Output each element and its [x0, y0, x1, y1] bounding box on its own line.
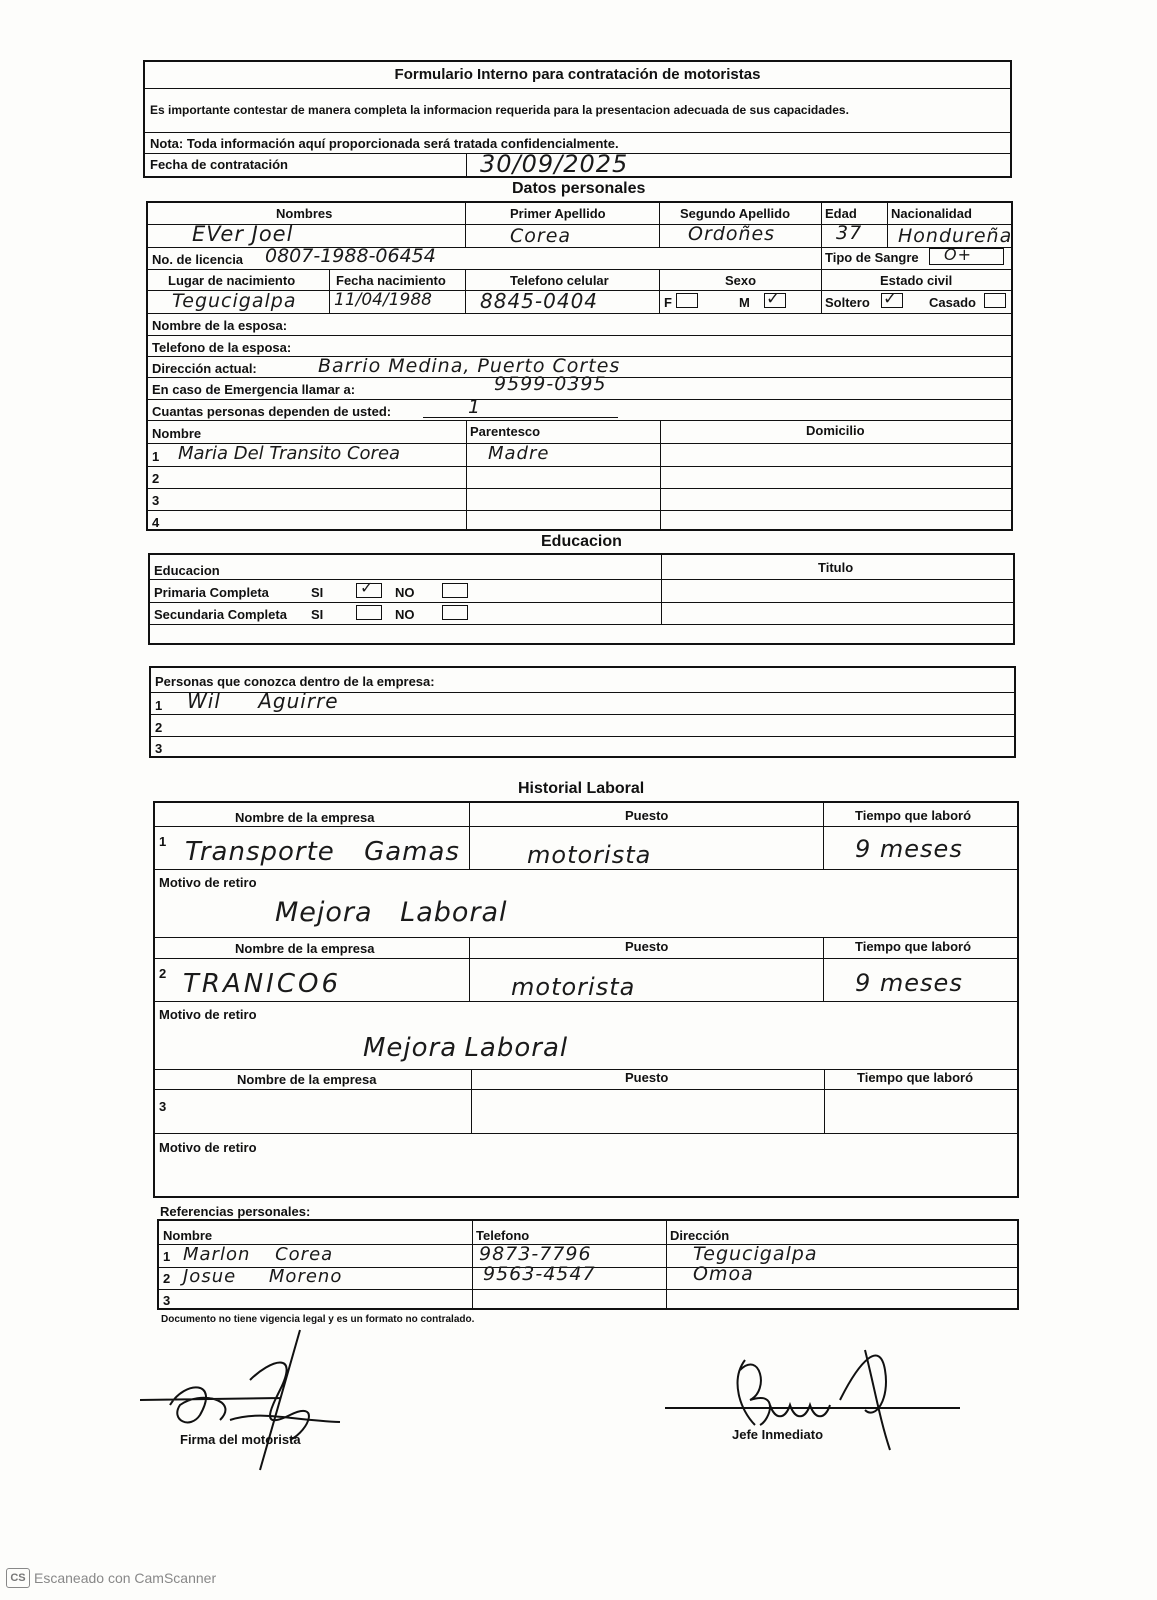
blood-type-label: Tipo de Sangre [825, 250, 919, 265]
work-history-box [153, 801, 1019, 1198]
reason-label: Motivo de retiro [159, 1007, 257, 1022]
birthplace-label: Lugar de nacimiento [168, 273, 296, 288]
header-box [143, 60, 1012, 178]
job-num: 3 [159, 1099, 167, 1114]
education-label: Educacion [154, 563, 220, 578]
dep-row-num: 1 [152, 449, 160, 464]
sex-m-mark: ✓ [766, 289, 782, 309]
cellphone-value[interactable]: 8845-0404 [480, 289, 599, 313]
acquaintance-name[interactable]: Wil Aguirre [187, 689, 339, 713]
sex-f-label: F [664, 295, 672, 310]
job-reason[interactable]: Mejora Laboral [363, 1033, 569, 1063]
birthdate-label: Fecha nacimiento [336, 273, 446, 288]
reason-label: Motivo de retiro [159, 1140, 257, 1155]
secondary-no-label: NO [395, 607, 415, 622]
references-label: Referencias personales: [160, 1204, 311, 1219]
job-num: 2 [159, 966, 167, 981]
time-label: Tiempo que laboró [855, 808, 972, 823]
secondary-label: Secundaria Completa [154, 607, 287, 622]
names-value[interactable]: EVer Joel [192, 222, 294, 246]
sex-f-checkbox[interactable] [676, 293, 698, 308]
supervisor-signature-label: Jefe Inmediato [732, 1427, 824, 1442]
spouse-phone-label: Telefono de la esposa: [152, 340, 292, 355]
primary-yes-label: SI [311, 585, 324, 600]
job-position[interactable]: motorista [511, 973, 636, 1001]
license-value[interactable]: 0807-1988-06454 [265, 245, 436, 267]
position-label: Puesto [625, 1070, 669, 1085]
dep-row-num: 3 [152, 493, 160, 508]
dep-row-num: 2 [152, 471, 160, 486]
education-section-title: Educacion [541, 533, 622, 550]
job-num: 1 [159, 834, 167, 849]
acquaintances-label: Personas que conozca dentro de la empresa: [155, 674, 435, 689]
form-title: Formulario Interno para contratación de motoristas [394, 66, 761, 83]
cellphone-label: Telefono celular [510, 273, 609, 288]
primary-label: Primaria Completa [154, 585, 269, 600]
driver-signature [130, 1320, 360, 1480]
ref-num: 3 [163, 1293, 171, 1308]
secondary-yes-label: SI [311, 607, 324, 622]
birthplace-value[interactable]: Tegucigalpa [172, 290, 297, 312]
ref-phone[interactable]: 9563-4547 [483, 1263, 596, 1285]
dep-name-header: Nombre [152, 426, 202, 441]
age-label: Edad [825, 206, 857, 221]
ref-name[interactable]: Josue Moreno [183, 1266, 343, 1287]
dep-row-num: 4 [152, 515, 160, 530]
dep-row-relation[interactable]: Madre [488, 443, 550, 464]
dep-row-name[interactable]: Maria Del Transito Corea [178, 443, 401, 464]
primary-yes-mark: ✓ [360, 578, 375, 597]
nationality-value[interactable]: Hondureña [898, 225, 1013, 247]
age-value[interactable]: 37 [836, 222, 863, 244]
confidential-note: Nota: Toda información aquí proporcionada será tratada confidencialmente. [150, 136, 619, 151]
ref-name-header: Nombre [163, 1228, 213, 1243]
address-value[interactable]: Barrio Medina, Puerto Cortes [318, 355, 621, 377]
hire-date-label: Fecha de contratación [150, 157, 288, 172]
company-label: Nombre de la empresa [235, 810, 375, 825]
time-label: Tiempo que laboró [855, 939, 972, 954]
sex-m-label: M [739, 295, 750, 310]
spouse-name-label: Nombre de la esposa: [152, 318, 288, 333]
blood-type-value[interactable]: O+ [944, 245, 972, 264]
references-box [157, 1219, 1019, 1310]
civil-status-label: Estado civil [880, 273, 953, 288]
work-history-section-title: Historial Laboral [518, 780, 645, 797]
job-time[interactable]: 9 meses [855, 835, 963, 863]
first-surname-label: Primer Apellido [510, 206, 606, 221]
birthdate-value[interactable]: 11/04/1988 [334, 290, 432, 310]
ref-phone-header: Telefono [476, 1228, 530, 1243]
acquaintances-box [149, 666, 1016, 758]
primary-no-checkbox[interactable] [442, 583, 468, 598]
dep-address-header: Domicilio [806, 423, 865, 438]
acquaintance-num: 1 [155, 698, 163, 713]
ref-address[interactable]: Tegucigalpa [693, 1243, 818, 1265]
emergency-label: En caso de Emergencia llamar a: [152, 382, 356, 397]
acquaintance-num: 3 [155, 741, 163, 756]
secondary-yes-checkbox[interactable] [356, 605, 382, 620]
job-reason[interactable]: Mejora Laboral [275, 897, 508, 928]
ref-num: 2 [163, 1271, 171, 1286]
emergency-value[interactable]: 9599-0395 [494, 373, 607, 395]
ref-address-header: Dirección [670, 1228, 730, 1243]
second-surname-value[interactable]: Ordoñes [688, 223, 776, 245]
single-mark: ✓ [883, 289, 899, 309]
job-position[interactable]: motorista [527, 841, 652, 869]
hire-date-value[interactable]: 30/09/2025 [480, 150, 629, 178]
license-label: No. de licencia [152, 252, 244, 267]
married-checkbox[interactable] [984, 293, 1006, 308]
company-label: Nombre de la empresa [235, 941, 375, 956]
married-label: Casado [929, 295, 976, 310]
nationality-label: Nacionalidad [891, 206, 972, 221]
job-company[interactable]: TRANICO6 [183, 969, 342, 999]
names-label: Nombres [276, 206, 333, 221]
primary-no-label: NO [395, 585, 415, 600]
dependents-value[interactable]: 1 [468, 396, 482, 418]
secondary-no-checkbox[interactable] [442, 605, 468, 620]
personal-box [146, 201, 1013, 531]
ref-num: 1 [163, 1249, 171, 1264]
disclaimer: Documento no tiene vigencia legal y es un formato no contralado. [161, 1314, 475, 1325]
title-label: Titulo [818, 560, 854, 575]
sex-label: Sexo [725, 273, 757, 288]
dep-relation-header: Parentesco [470, 424, 541, 439]
dependents-label: Cuantas personas dependen de usted: [152, 404, 392, 419]
job-time[interactable]: 9 meses [855, 969, 963, 997]
ref-name[interactable]: Marlon Corea [183, 1244, 334, 1265]
position-label: Puesto [625, 808, 669, 823]
company-label: Nombre de la empresa [237, 1072, 377, 1087]
instructions-text: Es importante contestar de manera completa la informacion requerida para la presentacion adecuada de sus capacidades. [150, 103, 849, 117]
position-label: Puesto [625, 939, 669, 954]
acquaintance-num: 2 [155, 720, 163, 735]
education-box [148, 553, 1015, 645]
reason-label: Motivo de retiro [159, 875, 257, 890]
personal-section-title: Datos personales [512, 180, 646, 197]
single-label: Soltero [825, 295, 870, 310]
scanner-text: Escaneado con CamScanner [34, 1570, 217, 1586]
second-surname-label: Segundo Apellido [680, 206, 791, 221]
scanner-logo-icon: CS [6, 1568, 30, 1588]
job-company[interactable]: Transporte Gamas [185, 837, 460, 867]
ref-phone[interactable]: 9873-7796 [479, 1243, 592, 1265]
time-label: Tiempo que laboró [857, 1070, 974, 1085]
first-surname-value[interactable]: Corea [510, 225, 572, 247]
driver-signature-label: Firma del motorista [180, 1432, 301, 1447]
ref-address[interactable]: Omoa [693, 1263, 754, 1285]
address-label: Dirección actual: [152, 361, 257, 376]
